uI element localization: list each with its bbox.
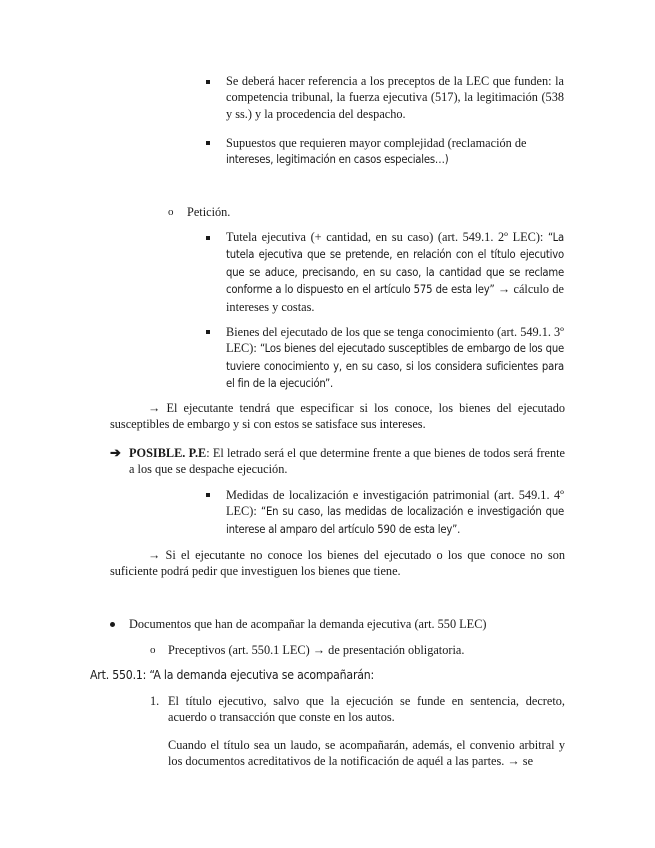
circle-bullet-icon: o (150, 644, 156, 656)
art-550-1-heading: Art. 550.1: “A la demanda ejecutiva se acompañarán: (90, 668, 375, 682)
nota-ejecutante: → El ejecutante tendrá que especificar si los conoce, los bienes del ejecutado susceptibles de embargo y si con estos se satisface sus intereses. (110, 401, 565, 432)
bullet-bienes-ejecutado: Bienes del ejecutado de los que se tenga conocimiento (art. 549.1. 3º LEC): “Los bienes del ejecutado susceptibles de embargo de los que tuviere conocimiento y, en su caso, si los considera suficientes para el fin de la ejecución”. (226, 325, 564, 391)
peticion-heading: Petición. (187, 205, 231, 219)
documentos-demanda-ejecutiva: Documentos que han de acompañar la demanda ejecutiva (art. 550 LEC) (129, 617, 487, 631)
item1-titulo-ejecutivo: El título ejecutivo, salvo que la ejecución se funde en sentencia, decreto, acuerdo o transacción que conste en los autos. (168, 694, 565, 725)
bullet-preceptos-lec: Se deberá hacer referencia a los preceptos de la LEC que funden: la competencia tribunal, la fuerza ejecutiva (517), la legitimación (538 y ss.) y la procedencia del despacho. (226, 74, 564, 121)
square-bullet-icon (206, 330, 210, 334)
nota-no-conoce-bienes: → Si el ejecutante no conoce los bienes del ejecutado o los que conoce no son suficiente podrá pedir que investiguen los bienes que tiene. (110, 548, 565, 579)
bullet-supuestos-complejidad: Supuestos que requieren mayor complejidad (reclamación de intereses, legitimación en casos especiales…) (226, 136, 527, 167)
bullet-medidas-localizacion: Medidas de localización e investigación patrimonial (art. 549.1. 4º LEC): “En su caso, las medidas de localización e investigación que interese al amparo del artículo 590 de esta ley”. (226, 488, 565, 536)
square-bullet-icon (206, 80, 210, 84)
bullet-tutela-ejecutiva: Tutela ejecutiva (+ cantidad, en su caso) (art. 549.1. 2º LEC): “La tutela ejecutiva que se pretende, en relación con el título ejecutivo que se aduce, precisando, en su caso, la cantidad que se reclame conforme a lo dispuesto en el artículo 575 de esta ley” → cálculo de intereses y costas. (226, 230, 564, 314)
item1-laudo-paragraph: Cuando el título sea un laudo, se acompañarán, además, el convenio arbitral y los documentos acreditativos de la notificación de aquél a las partes. → se (168, 738, 565, 769)
circle-bullet-icon: o (168, 206, 174, 218)
square-bullet-icon (206, 493, 210, 497)
posible-pe-paragraph: POSIBLE. P.E: El letrado será el que determine frente a que bienes de todos será frente a los que se despache ejecución. (129, 446, 565, 477)
arrow-right-icon: ➔ (110, 445, 121, 460)
list-number: 1. (150, 694, 160, 708)
preceptivos: Preceptivos (art. 550.1 LEC) → de presentación obligatoria. (168, 643, 465, 657)
round-bullet-icon (110, 622, 115, 627)
square-bullet-icon (206, 141, 210, 145)
square-bullet-icon (206, 236, 210, 240)
